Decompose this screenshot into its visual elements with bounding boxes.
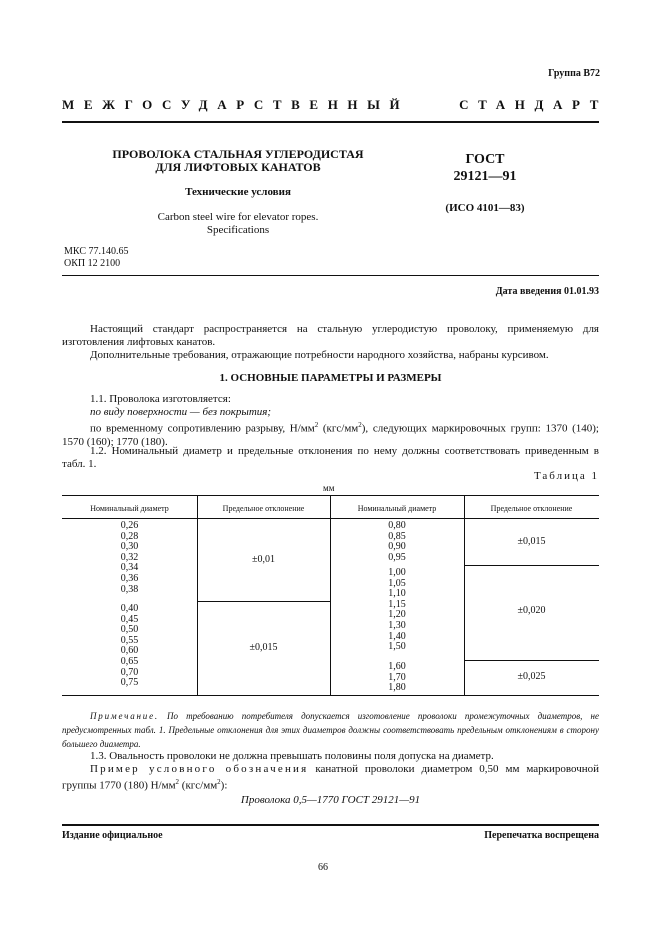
intro-paragraph-1: Настоящий стандарт распространяется на стальную углеродистую проволоку, применяемую для изготовления лифтовых канатов. <box>62 323 599 348</box>
table-cell-diameters: 0,26 0,28 0,30 0,32 0,34 0,36 0,38 <box>120 520 139 595</box>
reprint-notice: Перепечатка воспрещена <box>484 830 599 841</box>
group-code: Группа В72 <box>548 68 600 79</box>
okp-code: ОКП 12 2100 <box>64 258 121 269</box>
table-group-rule <box>464 565 599 566</box>
table-cell-tolerance: ±0,015 <box>249 642 278 653</box>
banner-word-standard: СТАНДАРТ <box>459 97 608 112</box>
english-title: Carbon steel wire for elevator ropes. Specifications <box>157 211 319 236</box>
clause-1-3: 1.3. Овальность проволоки не должна превышать половины поля допуска на диаметр. <box>90 750 494 762</box>
table-group-rule <box>197 601 330 602</box>
table-cell-diameters: 1,00 1,05 1,10 1,15 1,20 1,30 1,40 1,50 <box>388 567 406 653</box>
footer-rule <box>62 824 599 826</box>
clause-1-1: 1.1. Проволока изготовляется: <box>90 393 231 405</box>
table-col-divider <box>464 495 465 695</box>
designation-example: Пример условного обозначения канатной проволоки диаметром 0,50 мм маркировочной группы 1770 (180) $Н/мм^2$ $(кгс/мм^2)$: <box>62 763 600 792</box>
page-number: 66 <box>318 862 328 873</box>
table-bottom-rule <box>62 695 599 696</box>
iso-reference: (ИСО 4101—83) <box>445 202 525 214</box>
table-cell-diameters: 1,60 1,70 1,80 <box>388 661 406 694</box>
gost-designation: ГОСТ 29121—91 <box>453 152 517 184</box>
table-header-cell: Номинальный диаметр <box>90 504 169 513</box>
table-cell-tolerance: ±0,020 <box>517 605 546 616</box>
clause-1-1-strength: по временному сопротивлению разрыву, $Н/мм^2$ $(кгс/мм^2)$, следующих маркировочных групп: 1370 (140); 1570 (160); 1770 (180). <box>62 421 599 448</box>
designation-formula: Проволока 0,5—1770 ГОСТ 29121—91 <box>240 794 421 806</box>
clause-1-1-surface: по виду поверхности — без покрытия; <box>90 406 272 418</box>
document-subtitle: Технические условия <box>185 186 291 198</box>
table-cell-tolerance: ±0,015 <box>517 536 546 547</box>
classification-codes <box>64 246 128 270</box>
table-note: Примечание. По требованию потребителя допускается изготовление проволоки промежуточных диаметров, не предусмотренных табл. 1. Предельные отклонения для этих диаметров должны соответствовать предельным отклонениям в сторону большего диаметра. <box>62 711 599 749</box>
table-col-divider <box>197 495 198 695</box>
table-cell-diameters: 0,40 0,45 0,50 0,55 0,60 0,65 0,70 0,75 <box>120 603 139 689</box>
clause-1-2: 1.2. Номинальный диаметр и предельные отклонения по нему должны соответствовать приведенным в табл. 1. <box>62 445 599 470</box>
table-cell-diameters: 0,80 0,85 0,90 0,95 <box>388 520 406 563</box>
header-rule <box>62 121 599 123</box>
table-header-cell: Номинальный диаметр <box>357 504 437 513</box>
intro-paragraph-2: Дополнительные требования, отражающие потребности народного хозяйства, набраны курсивом. <box>90 349 549 361</box>
introduction-date: Дата введения 01.01.93 <box>495 286 599 297</box>
document-title: ПРОВОЛОКА СТАЛЬНАЯ УГЛЕРОДИСТАЯ ДЛЯ ЛИФТОВЫХ КАНАТОВ <box>112 147 364 174</box>
section-heading: 1. ОСНОВНЫЕ ПАРАМЕТРЫ И РАЗМЕРЫ <box>219 372 442 384</box>
table-header-cell: Предельное отклонение <box>222 504 305 513</box>
table-header-cell: Предельное отклонение <box>490 504 573 513</box>
table-unit: мм <box>323 483 335 493</box>
title-rule <box>62 275 599 276</box>
banner-word-interstate: МЕЖГОСУДАРСТВЕННЫЙ <box>62 97 410 112</box>
mks-code: МКС 77.140.65 <box>64 246 129 257</box>
table-caption: Таблица 1 <box>533 470 599 482</box>
table-cell-tolerance: ±0,01 <box>252 554 275 565</box>
official-edition: Издание официальное <box>62 830 163 841</box>
table-group-rule <box>464 660 599 661</box>
table-cell-tolerance: ±0,025 <box>517 671 546 682</box>
